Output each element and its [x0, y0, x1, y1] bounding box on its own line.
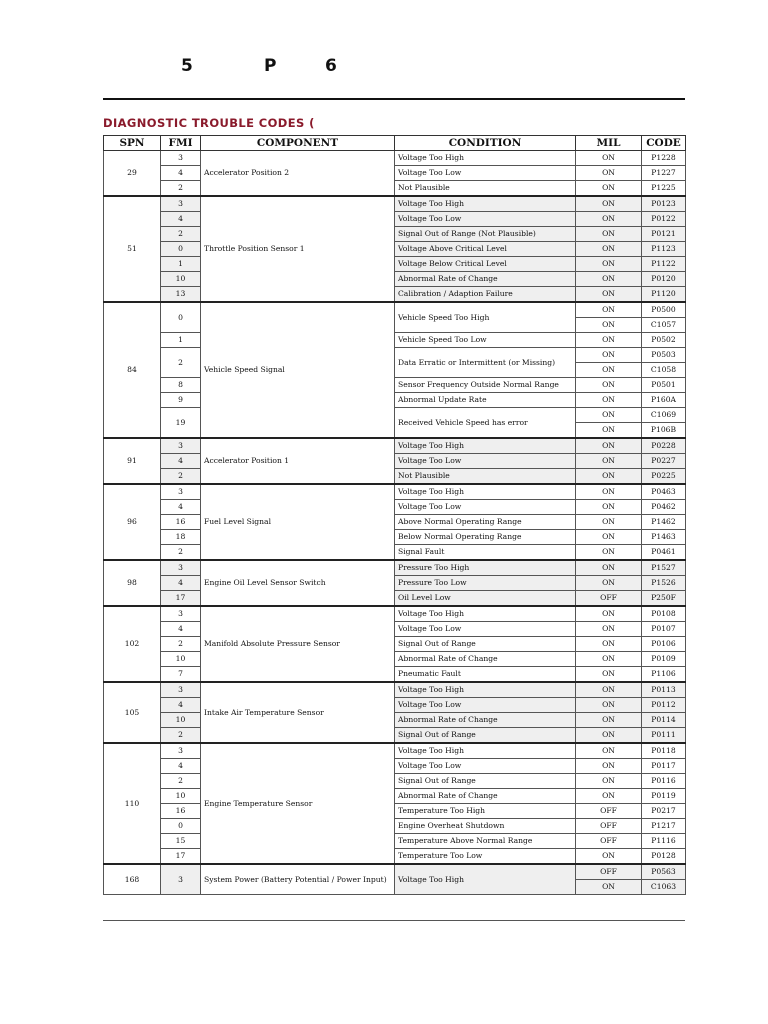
- code-cell: P1526: [642, 576, 686, 591]
- mil-cell: ON: [576, 515, 642, 530]
- fmi-cell: 10: [161, 652, 201, 667]
- condition-cell: Abnormal Rate of Change: [395, 272, 576, 287]
- table-row: [104, 212, 686, 227]
- fmi-cell: 3: [161, 682, 201, 698]
- mil-cell: OFF: [576, 804, 642, 819]
- code-cell: P1463: [642, 530, 686, 545]
- condition-cell: Abnormal Rate of Change: [395, 713, 576, 728]
- spn-cell: 110: [104, 743, 161, 864]
- fmi-cell: 2: [161, 348, 201, 378]
- condition-cell: Voltage Too Low: [395, 622, 576, 637]
- table-row: [104, 196, 686, 212]
- table-row: [104, 560, 686, 576]
- fmi-cell: 3: [161, 743, 201, 759]
- code-cell: P0118: [642, 743, 686, 759]
- mil-cell: ON: [576, 393, 642, 408]
- fmi-cell: 4: [161, 698, 201, 713]
- code-cell: P0109: [642, 652, 686, 667]
- fmi-cell: 2: [161, 637, 201, 652]
- dtc-group: [104, 682, 686, 743]
- fmi-cell: 2: [161, 227, 201, 242]
- code-cell: C1063: [642, 880, 686, 895]
- condition-cell: Pneumatic Fault: [395, 667, 576, 683]
- fmi-cell: 2: [161, 469, 201, 485]
- code-cell: P0113: [642, 682, 686, 698]
- code-cell: P1106: [642, 667, 686, 683]
- table-row: [104, 151, 686, 166]
- dtc-group: [104, 743, 686, 864]
- condition-cell: Not Plausible: [395, 181, 576, 197]
- fmi-cell: 0: [161, 819, 201, 834]
- table-row: [104, 819, 686, 834]
- table-row: [104, 682, 686, 698]
- col-header-code: CODE: [642, 136, 686, 151]
- dtc-table: [103, 135, 686, 895]
- mil-cell: ON: [576, 622, 642, 637]
- component-cell: Manifold Absolute Pressure Sensor: [201, 606, 395, 682]
- spn-cell: 51: [104, 196, 161, 302]
- table-row: [104, 804, 686, 819]
- mil-cell: ON: [576, 743, 642, 759]
- mil-cell: ON: [576, 667, 642, 683]
- condition-cell: Pressure Too Low: [395, 576, 576, 591]
- table-row: [104, 545, 686, 561]
- code-cell: P0461: [642, 545, 686, 561]
- code-cell: P0128: [642, 849, 686, 865]
- table-row: [104, 515, 686, 530]
- mil-cell: OFF: [576, 864, 642, 880]
- table-row: [104, 774, 686, 789]
- fmi-cell: 13: [161, 287, 201, 303]
- mil-cell: ON: [576, 257, 642, 272]
- code-cell: P1122: [642, 257, 686, 272]
- component-cell: Vehicle Speed Signal: [201, 302, 395, 438]
- component-cell: System Power (Battery Potential / Power Input): [201, 864, 395, 895]
- code-cell: P0502: [642, 333, 686, 348]
- condition-cell: Signal Out of Range: [395, 728, 576, 744]
- condition-cell: Voltage Too High: [395, 606, 576, 622]
- component-cell: Accelerator Position 1: [201, 438, 395, 484]
- table-row: [104, 378, 686, 393]
- code-cell: P0500: [642, 302, 686, 318]
- mil-cell: ON: [576, 698, 642, 713]
- mil-cell: ON: [576, 484, 642, 500]
- condition-cell: Voltage Too High: [395, 196, 576, 212]
- code-cell: P1116: [642, 834, 686, 849]
- table-row: [104, 484, 686, 500]
- code-cell: P0463: [642, 484, 686, 500]
- condition-cell: Voltage Too High: [395, 484, 576, 500]
- code-cell: P106B: [642, 423, 686, 439]
- table-row: [104, 606, 686, 622]
- code-cell: P0122: [642, 212, 686, 227]
- table-row: [104, 227, 686, 242]
- fmi-cell: 9: [161, 393, 201, 408]
- mil-cell: ON: [576, 728, 642, 744]
- col-header-condition: CONDITION: [395, 136, 576, 151]
- code-cell: P0120: [642, 272, 686, 287]
- table-row: [104, 242, 686, 257]
- header-page-number-right: 6: [325, 56, 338, 76]
- table-row: [104, 759, 686, 774]
- table-row: [104, 454, 686, 469]
- table-row: [104, 166, 686, 181]
- fmi-cell: 8: [161, 378, 201, 393]
- condition-cell: Data Erratic or Intermittent (or Missing): [395, 348, 576, 378]
- condition-cell: Sensor Frequency Outside Normal Range: [395, 378, 576, 393]
- fmi-cell: 7: [161, 667, 201, 683]
- mil-cell: OFF: [576, 819, 642, 834]
- col-header-component: COMPONENT: [201, 136, 395, 151]
- mil-cell: ON: [576, 545, 642, 561]
- mil-cell: ON: [576, 227, 642, 242]
- fmi-cell: 16: [161, 515, 201, 530]
- col-header-fmi: FMI: [161, 136, 201, 151]
- condition-cell: Voltage Above Critical Level: [395, 242, 576, 257]
- spn-cell: 98: [104, 560, 161, 606]
- mil-cell: ON: [576, 212, 642, 227]
- spn-cell: 105: [104, 682, 161, 743]
- condition-cell: Abnormal Rate of Change: [395, 652, 576, 667]
- code-cell: P0107: [642, 622, 686, 637]
- mil-cell: OFF: [576, 591, 642, 607]
- mil-cell: ON: [576, 682, 642, 698]
- dtc-group: [104, 606, 686, 682]
- header-rule: [103, 98, 685, 100]
- fmi-cell: 4: [161, 759, 201, 774]
- table-row: [104, 576, 686, 591]
- code-cell: P0121: [642, 227, 686, 242]
- dtc-group: [104, 196, 686, 302]
- condition-cell: Temperature Too Low: [395, 849, 576, 865]
- code-cell: P0217: [642, 804, 686, 819]
- mil-cell: ON: [576, 880, 642, 895]
- mil-cell: ON: [576, 637, 642, 652]
- code-cell: P0227: [642, 454, 686, 469]
- header-page-number-left: 5: [181, 56, 194, 76]
- condition-cell: Temperature Above Normal Range: [395, 834, 576, 849]
- table-row: [104, 743, 686, 759]
- spn-cell: 29: [104, 151, 161, 197]
- mil-cell: ON: [576, 423, 642, 439]
- table-row: [104, 302, 686, 318]
- condition-cell: Calibration / Adaption Failure: [395, 287, 576, 303]
- mil-cell: ON: [576, 469, 642, 485]
- mil-cell: ON: [576, 454, 642, 469]
- mil-cell: ON: [576, 713, 642, 728]
- spn-cell: 168: [104, 864, 161, 895]
- mil-cell: ON: [576, 500, 642, 515]
- condition-cell: Below Normal Operating Range: [395, 530, 576, 545]
- footer-rule: [103, 920, 685, 921]
- code-cell: P1217: [642, 819, 686, 834]
- table-header-row: [104, 136, 686, 151]
- fmi-cell: 15: [161, 834, 201, 849]
- component-cell: Engine Oil Level Sensor Switch: [201, 560, 395, 606]
- mil-cell: ON: [576, 272, 642, 287]
- mil-cell: ON: [576, 438, 642, 454]
- code-cell: C1057: [642, 318, 686, 333]
- code-cell: C1058: [642, 363, 686, 378]
- fmi-cell: 3: [161, 196, 201, 212]
- table-row: [104, 408, 686, 423]
- condition-cell: Voltage Too High: [395, 864, 576, 895]
- fmi-cell: 19: [161, 408, 201, 439]
- fmi-cell: 10: [161, 272, 201, 287]
- mil-cell: ON: [576, 242, 642, 257]
- fmi-cell: 3: [161, 438, 201, 454]
- component-cell: Accelerator Position 2: [201, 151, 395, 197]
- condition-cell: Voltage Too Low: [395, 500, 576, 515]
- mil-cell: ON: [576, 530, 642, 545]
- mil-cell: ON: [576, 287, 642, 303]
- condition-cell: Signal Out of Range (Not Plausible): [395, 227, 576, 242]
- fmi-cell: 4: [161, 454, 201, 469]
- condition-cell: Voltage Too High: [395, 682, 576, 698]
- table-row: [104, 591, 686, 607]
- spn-cell: 102: [104, 606, 161, 682]
- table-row: [104, 637, 686, 652]
- code-cell: P0111: [642, 728, 686, 744]
- condition-cell: Received Vehicle Speed has error: [395, 408, 576, 439]
- dtc-group: [104, 560, 686, 606]
- table-row: [104, 469, 686, 485]
- condition-cell: Voltage Too Low: [395, 454, 576, 469]
- code-cell: P0501: [642, 378, 686, 393]
- condition-cell: Vehicle Speed Too High: [395, 302, 576, 333]
- fmi-cell: 2: [161, 728, 201, 744]
- condition-cell: Signal Out of Range: [395, 637, 576, 652]
- fmi-cell: 3: [161, 864, 201, 895]
- mil-cell: ON: [576, 576, 642, 591]
- dtc-group: [104, 484, 686, 560]
- fmi-cell: 3: [161, 484, 201, 500]
- condition-cell: Abnormal Rate of Change: [395, 789, 576, 804]
- mil-cell: ON: [576, 166, 642, 181]
- table-row: [104, 438, 686, 454]
- fmi-cell: 0: [161, 242, 201, 257]
- mil-cell: OFF: [576, 834, 642, 849]
- mil-cell: ON: [576, 151, 642, 166]
- condition-cell: Voltage Too Low: [395, 166, 576, 181]
- fmi-cell: 2: [161, 545, 201, 561]
- code-cell: P1227: [642, 166, 686, 181]
- table-row: [104, 789, 686, 804]
- dtc-group: [104, 438, 686, 484]
- mil-cell: ON: [576, 333, 642, 348]
- condition-cell: Voltage Too Low: [395, 698, 576, 713]
- mil-cell: ON: [576, 789, 642, 804]
- condition-cell: Not Plausible: [395, 469, 576, 485]
- table-row: [104, 864, 686, 880]
- code-cell: P0228: [642, 438, 686, 454]
- table-row: [104, 500, 686, 515]
- condition-cell: Temperature Too High: [395, 804, 576, 819]
- condition-cell: Pressure Too High: [395, 560, 576, 576]
- table-row: [104, 713, 686, 728]
- fmi-cell: 0: [161, 302, 201, 333]
- table-row: [104, 622, 686, 637]
- mil-cell: ON: [576, 774, 642, 789]
- mil-cell: ON: [576, 849, 642, 865]
- component-cell: Engine Temperature Sensor: [201, 743, 395, 864]
- code-cell: C1069: [642, 408, 686, 423]
- spn-cell: 84: [104, 302, 161, 438]
- fmi-cell: 4: [161, 576, 201, 591]
- col-header-mil: MIL: [576, 136, 642, 151]
- condition-cell: Signal Out of Range: [395, 774, 576, 789]
- mil-cell: ON: [576, 560, 642, 576]
- component-cell: Throttle Position Sensor 1: [201, 196, 395, 302]
- fmi-cell: 4: [161, 166, 201, 181]
- code-cell: P1120: [642, 287, 686, 303]
- condition-cell: Voltage Too Low: [395, 212, 576, 227]
- code-cell: P250F: [642, 591, 686, 607]
- fmi-cell: 16: [161, 804, 201, 819]
- code-cell: P0106: [642, 637, 686, 652]
- mil-cell: ON: [576, 652, 642, 667]
- mil-cell: ON: [576, 363, 642, 378]
- table-row: [104, 181, 686, 197]
- table-row: [104, 257, 686, 272]
- mil-cell: ON: [576, 408, 642, 423]
- section-title: DIAGNOSTIC TROUBLE CODES (: [103, 116, 315, 130]
- fmi-cell: 17: [161, 849, 201, 865]
- fmi-cell: 2: [161, 181, 201, 197]
- condition-cell: Voltage Too Low: [395, 759, 576, 774]
- condition-cell: Voltage Too High: [395, 438, 576, 454]
- dtc-group: [104, 864, 686, 895]
- code-cell: P1228: [642, 151, 686, 166]
- code-cell: P0225: [642, 469, 686, 485]
- fmi-cell: 17: [161, 591, 201, 607]
- table-row: [104, 849, 686, 865]
- condition-cell: Vehicle Speed Too Low: [395, 333, 576, 348]
- code-cell: P0116: [642, 774, 686, 789]
- code-cell: P0123: [642, 196, 686, 212]
- dtc-group: [104, 302, 686, 438]
- condition-cell: Above Normal Operating Range: [395, 515, 576, 530]
- condition-cell: Engine Overheat Shutdown: [395, 819, 576, 834]
- dtc-group: [104, 151, 686, 197]
- code-cell: P0563: [642, 864, 686, 880]
- code-cell: P0108: [642, 606, 686, 622]
- fmi-cell: 2: [161, 774, 201, 789]
- table-row: [104, 652, 686, 667]
- fmi-cell: 1: [161, 257, 201, 272]
- mil-cell: ON: [576, 606, 642, 622]
- table-row: [104, 287, 686, 303]
- code-cell: P0117: [642, 759, 686, 774]
- code-cell: P0112: [642, 698, 686, 713]
- table-row: [104, 667, 686, 683]
- condition-cell: Voltage Too High: [395, 743, 576, 759]
- mil-cell: ON: [576, 759, 642, 774]
- header-page-letter: P: [264, 56, 278, 76]
- condition-cell: Oil Level Low: [395, 591, 576, 607]
- code-cell: P1225: [642, 181, 686, 197]
- code-cell: P0462: [642, 500, 686, 515]
- mil-cell: ON: [576, 378, 642, 393]
- code-cell: P1123: [642, 242, 686, 257]
- condition-cell: Signal Fault: [395, 545, 576, 561]
- spn-cell: 91: [104, 438, 161, 484]
- condition-cell: Abnormal Update Rate: [395, 393, 576, 408]
- table-row: [104, 834, 686, 849]
- col-header-spn: SPN: [104, 136, 161, 151]
- fmi-cell: 3: [161, 151, 201, 166]
- mil-cell: ON: [576, 318, 642, 333]
- fmi-cell: 10: [161, 713, 201, 728]
- condition-cell: Voltage Below Critical Level: [395, 257, 576, 272]
- mil-cell: ON: [576, 348, 642, 363]
- fmi-cell: 4: [161, 212, 201, 227]
- component-cell: Intake Air Temperature Sensor: [201, 682, 395, 743]
- table-row: [104, 348, 686, 363]
- table-row: [104, 272, 686, 287]
- condition-cell: Voltage Too High: [395, 151, 576, 166]
- table-row: [104, 698, 686, 713]
- code-cell: P0119: [642, 789, 686, 804]
- table-row: [104, 530, 686, 545]
- code-cell: P160A: [642, 393, 686, 408]
- fmi-cell: 10: [161, 789, 201, 804]
- fmi-cell: 1: [161, 333, 201, 348]
- table-row: [104, 333, 686, 348]
- fmi-cell: 4: [161, 622, 201, 637]
- code-cell: P1527: [642, 560, 686, 576]
- mil-cell: ON: [576, 196, 642, 212]
- component-cell: Fuel Level Signal: [201, 484, 395, 560]
- fmi-cell: 18: [161, 530, 201, 545]
- code-cell: P1462: [642, 515, 686, 530]
- fmi-cell: 3: [161, 606, 201, 622]
- code-cell: P0114: [642, 713, 686, 728]
- table-row: [104, 393, 686, 408]
- mil-cell: ON: [576, 302, 642, 318]
- fmi-cell: 3: [161, 560, 201, 576]
- spn-cell: 96: [104, 484, 161, 560]
- code-cell: P0503: [642, 348, 686, 363]
- mil-cell: ON: [576, 181, 642, 197]
- table-row: [104, 728, 686, 744]
- fmi-cell: 4: [161, 500, 201, 515]
